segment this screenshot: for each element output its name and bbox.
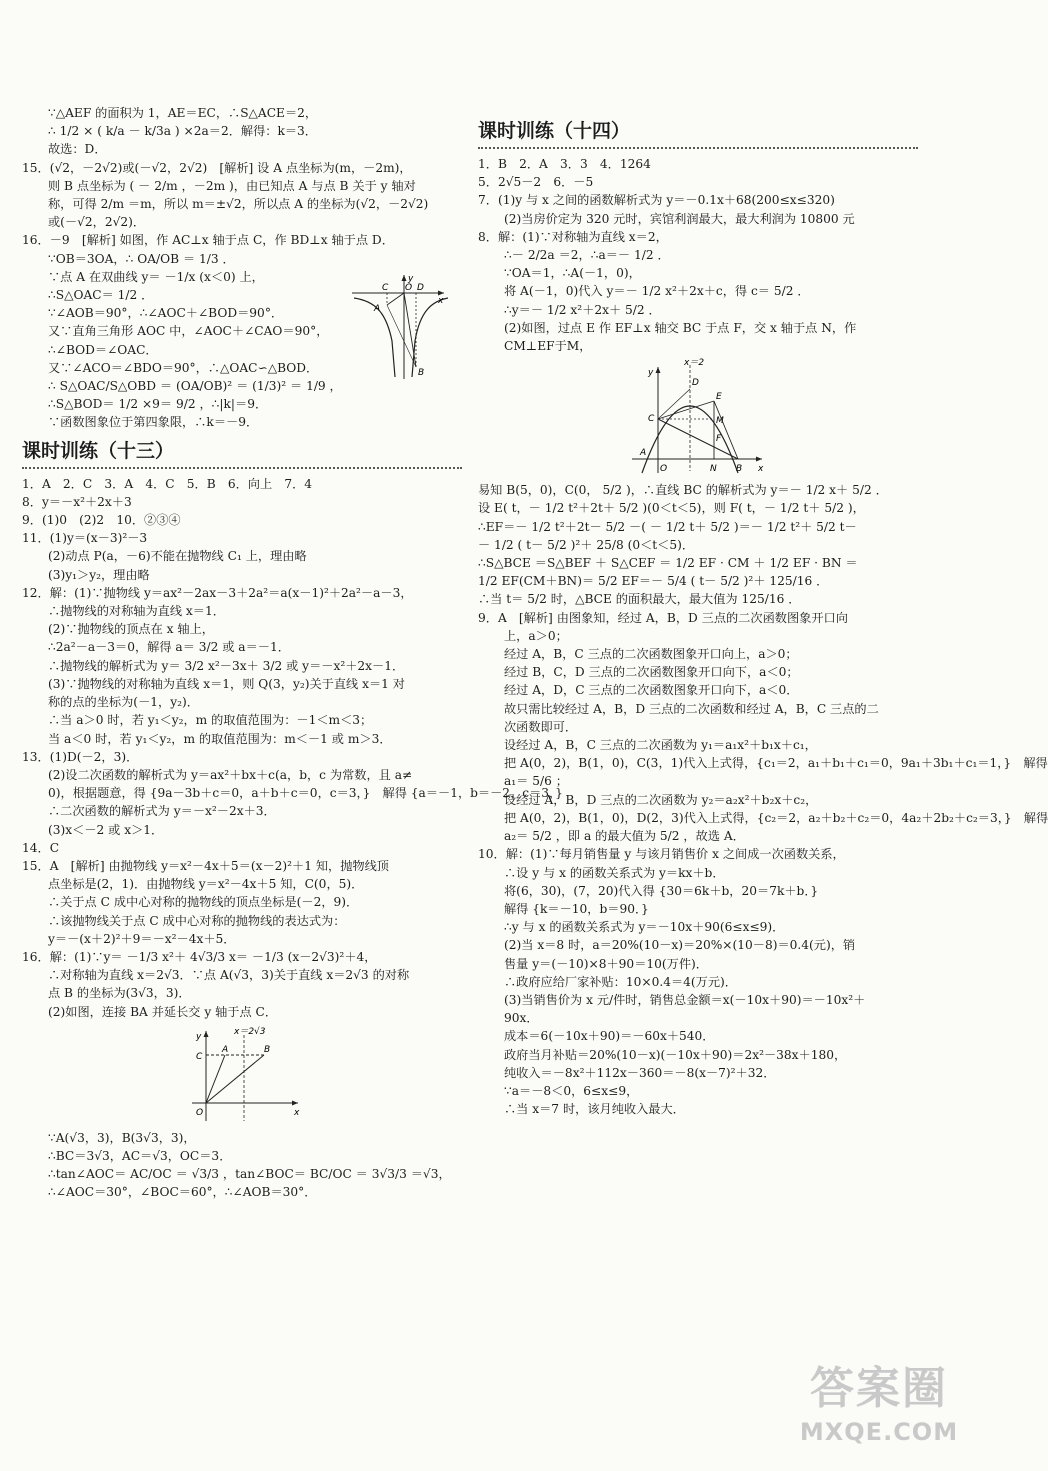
text-line: 将(6，30)，(7，20)代入得 {30＝6k＋b，20＝7k＋b．} (504, 883, 819, 898)
fig16-label-d: D (417, 283, 424, 294)
section-heading-14: 课时训练（十四） (478, 116, 918, 149)
text-line: 10．解：(1)∵每月销售量 y 与该月销售价 x 之间成一次函数关系， (478, 847, 845, 862)
text-line: ∵△AEF 的面积为 1，AE＝EC，∴S△ACE＝2， (48, 106, 318, 120)
text-line: ∴对称轴为直线 x＝2√3．∵点 A(√3，3)关于直线 x＝2√3 的对称 (48, 968, 410, 983)
text-line: 11．(1)y＝(x－3)²－3 (22, 531, 148, 546)
fig14-label-e: E (716, 392, 722, 403)
fig16-label-c: C (382, 283, 389, 294)
text-line: ∴BC＝3√3，AC＝√3，OC＝3． (48, 1148, 232, 1163)
text-line: ∴当 t＝ 5/2 时，△BCE 的面积最大，最大值为 125/16 ． (478, 592, 801, 607)
text-line: 8．解：(1)∵对称轴为直线 x＝2， (478, 229, 668, 244)
text-line: 易知 B(5，0)，C(0， 5/2 )，∴直线 BC 的解析式为 y＝－ 1/2 x＋ 5/2 ． (478, 483, 888, 498)
text-line: 解得 {k＝－10，b＝90．} (504, 901, 649, 916)
fig13-label-x: x (294, 1107, 300, 1118)
triangle-figure-container (22, 1025, 462, 1125)
text-line: ∴∠BOD＝∠OAC． (48, 342, 158, 357)
text-line: 纯收入＝－8x²＋112x－360＝－8(x－7)²＋32． (504, 1065, 776, 1080)
block14a (478, 155, 918, 355)
fig14-label-n: N (710, 464, 717, 475)
text-line: 称的点的坐标为(－1，y₂)． (48, 695, 199, 710)
text-line: ∴ 1/2 × ( k/a － k/3a ) ×2a＝2．解得：k＝3． (48, 124, 317, 139)
parabola-figure (628, 359, 768, 477)
text-line: ∴EF＝－ 1/2 t²＋2t－ 5/2 －( － 1/2 t＋ 5/2 )＝－ 1/2 t²＋ 5/2 t－ (478, 519, 857, 534)
fig14-label-y: y (648, 368, 654, 379)
text-line: ∴该抛物线关于点 C 成中心对称的抛物线的表达式为： (48, 913, 346, 928)
text-line: ∴∠AOC＝30°，∠BOC＝60°，∴∠AOB＝30°． (48, 1185, 317, 1200)
text-line: 点 B 的坐标为(3√3，3)． (48, 986, 191, 1001)
text-line: 7．(1)y 与 x 之间的函数解析式为 y＝－0.1x＋68(200≤x≤320) (478, 193, 835, 208)
text-line: CM⊥EF于M， (504, 339, 592, 354)
fig14-label-m: M (716, 416, 724, 427)
text-line: 15．A [解析] 由抛物线 y＝x²－4x＋5＝(x－2)²＋1 知，抛物线顶 (22, 858, 389, 873)
text-line: (3)x＜－2 或 x＞1． (48, 822, 164, 837)
text-line: ∵∠AOB＝90°，∴∠AOC＋∠BOD＝90°． (48, 306, 284, 321)
text-line: 13．(1)D(－2，3)． (22, 749, 139, 764)
watermark-site-text: MXQE.COM (799, 1418, 959, 1446)
text-line: ∴二次函数的解析式为 y＝－x²－2x＋3． (48, 804, 276, 819)
text-line: 90x． (504, 1011, 539, 1026)
fig13-label-o: O (196, 1107, 204, 1118)
text-line: 设经过 A，B，D 三点的二次函数为 y₂＝a₂x²＋b₂x＋c₂， (504, 792, 818, 807)
fig13-label-c: C (196, 1051, 203, 1062)
fig16-label-x: x (438, 296, 444, 307)
text-line: ∴ S△OAC/S△OBD ＝ (OA/OB)² ＝ (1/3)² ＝ 1/9 ， (48, 379, 342, 394)
fig14-label-f: F (716, 434, 722, 445)
fig14-label-a: A (640, 448, 647, 459)
fig14-label-d: D (692, 378, 699, 389)
text-line: 售量 y＝(－10)×8＋90＝10(万件)． (504, 956, 708, 971)
text-line: 1/2 EF(CM＋BN)＝ 5/2 EF＝－ 5/4 ( t－ 5/2 )²＋ 125/16 ． (478, 574, 829, 589)
text-line: 0)，根据题意，得 {9a－3b＋c＝0，a＋b＋c＝0，c＝3，} 解得 {a＝－1，b＝－2，c＝3，} (48, 786, 563, 801)
text-line: 成本＝6(－10x＋90)＝－60x＋540． (504, 1029, 715, 1044)
text-line: (2)设二次函数的解析式为 y＝ax²＋bx＋c(a，b，c 为常数，且 a≠ (48, 767, 413, 782)
text-line: ∵OB＝3OA，∴ OA/OB ＝ 1/3 ． (48, 251, 235, 266)
text-line: ∴y 与 x 的函数关系式为 y＝－10x＋90(6≤x≤9)． (504, 920, 785, 935)
text-line: 9．(1)0 (2)2 10．②③④ (22, 513, 181, 528)
text-line: ∴关于点 C 成中心对称的抛物线的顶点坐标是(－2，9)． (48, 895, 359, 910)
watermark-main-text: 答案圈 (810, 1363, 948, 1414)
text-line: 16．解：(1)∵y＝ －1/3 x²＋ 4√3/3 x＝ －1/3 (x－2√3)²＋4， (22, 949, 377, 964)
fig14-label-c: C (648, 414, 655, 425)
text-line: 当 a＜0 时，若 y₁＜y₂，m 的取值范围为：m＜－1 或 m＞3． (48, 731, 392, 746)
hyperbola-figure (352, 271, 448, 381)
text-line: ∴当 x＝7 时，该月纯收入最大． (504, 1102, 685, 1117)
text-line: 1．A 2．C 3．A 4．C 5．B 6．向上 7．4 (22, 476, 313, 491)
triangle-figure (182, 1025, 302, 1125)
text-line: (3)当销售价为 x 元/件时，销售总金额＝x(－10x＋90)＝－10x²＋ (504, 992, 866, 1007)
fig14-label-o: O (660, 464, 668, 475)
text-line: ∴设 y 与 x 的函数关系式为 y＝kx＋b． (504, 865, 725, 880)
text-line: (2)当房价定为 320 元时，宾馆利润最大，最大利润为 10800 元 (504, 211, 855, 226)
text-line: 设经过 A，B，C 三点的二次函数为 y₁＝a₁x²＋b₁x＋c₁， (504, 738, 817, 753)
text-line: 经过 A，B，C 三点的二次函数图象开口向上，a＞0； (504, 647, 798, 662)
text-line: 设 E( t，－ 1/2 t²＋2t＋ 5/2 )(0＜t＜5)，则 F( t，－ 1/2 t＋ 5/2 )， (478, 501, 865, 516)
text-line: 次函数即可． (504, 719, 578, 734)
fig13-label-b: B (264, 1044, 271, 1055)
text-line: y＝－(x＋2)²＋9＝－x²－4x＋5． (48, 931, 236, 946)
text-line: 14．C (22, 840, 60, 855)
text-line: ∴抛物线的对称轴为直线 x＝1． (48, 604, 225, 619)
text-line: ∴y＝－ 1/2 x²＋2x＋ 5/2 ． (504, 302, 661, 317)
fig14-label-x: x (758, 464, 764, 475)
text-line: ∴当 a＞0 时，若 y₁＜y₂，m 的取值范围为：－1＜m＜3； (48, 713, 373, 728)
text-line: (2)当 x＝8 时，a＝20%(10－x)＝20%×(10－8)＝0.4(元)，销 (504, 938, 856, 953)
fig16-label-b: B (418, 368, 425, 379)
text-line: 又∵∠ACO＝∠BDO＝90°，∴△OAC∽△BOD． (48, 360, 319, 375)
fig16-label-o: O (405, 283, 413, 294)
text-line: 5．2√5－2 6．－5 (478, 175, 594, 190)
block13b (22, 1129, 462, 1202)
question-15 (22, 159, 462, 232)
text-line: 9．A [解析] 由图象知，经过 A，B，D 三点的二次函数图象开口向 (478, 610, 848, 625)
text-line: 8．y＝－x²＋2x＋3 (22, 494, 132, 509)
text-line: (2)如图，连接 BA 并延长交 y 轴于点 C． (48, 1004, 278, 1019)
text-line: 把 A(0，2)，B(1，0)，C(3，1)代入上式得，{c₁＝2，a₁＋b₁＋c₁＝0，9a₁＋3b₁＋c₁＝1，} 解得 (504, 756, 1048, 771)
right-column (478, 116, 1048, 1118)
fig16-label-y: y (408, 274, 414, 285)
text-line: 政府当月补贴＝20%(10－x)(－10x＋90)＝2x²－38x＋180， (504, 1047, 847, 1062)
text-line: 称，可得 2/m ＝m，所以 m＝±√2，所以点 A 的坐标为(√2，－2√2) (48, 197, 429, 212)
fig14-label-b: B (736, 464, 743, 475)
text-line: (3)∵抛物线的对称轴为直线 x＝1，则 Q(3，y₂)关于直线 x＝1 对 (48, 676, 405, 691)
text-line: ∵函数图象位于第四象限，∴k＝－9． (48, 415, 259, 430)
section-heading-13: 课时训练（十三） (22, 436, 462, 469)
text-line: a₂＝ 5/2 ，即 a 的最大值为 5/2 ，故选 A． (504, 829, 745, 844)
fig13-label-a: A (222, 1044, 229, 1055)
text-line: (2)∵抛物线的顶点在 x 轴上， (48, 622, 214, 637)
text-line: 则 B 点坐标为 ( － 2/m ，－2m )，由已知点 A 与点 B 关于 y 轴对 (48, 178, 416, 193)
text-line: a₁＝ 5/6 ； (504, 774, 568, 789)
text-line: 15．(√2，－2√2)或(－√2，2√2) [解析] 设 A 点坐标为(m，－2m)， (22, 160, 412, 175)
fig13-label-axis: x＝2√3 (234, 1026, 266, 1037)
text-line: ∵a＝－8＜0，6≤x≤9， (504, 1083, 639, 1098)
watermark-logo (784, 1361, 974, 1457)
text-line: ∴政府应给厂家补贴：10×0.4＝4(万元)． (504, 974, 737, 989)
text-line: ∴抛物线的解析式为 y＝ 3/2 x²－3x＋ 3/2 或 y＝－x²＋2x－1． (48, 658, 405, 673)
text-line: 经过 B，C，D 三点的二次函数图象开口向下，a＜0； (504, 665, 799, 680)
text-line: (2)动点 P(a，－6)不能在抛物线 C₁ 上，理由略 (48, 549, 307, 564)
text-line: ∴2a²－a－3＝0，解得 a＝ 3/2 或 a＝－1． (48, 640, 290, 655)
text-line: ∵A(√3，3)，B(3√3，3)， (48, 1130, 196, 1145)
question-16 (22, 231, 462, 431)
text-line: 12．解：(1)∵抛物线 y＝ax²－2ax－3＋2a²＝a(x－1)²＋2a²－a－3， (22, 585, 413, 600)
text-line: 故只需比较经过 A，B，D 三点的二次函数和经过 A，B，C 三点的二 (504, 701, 879, 716)
block1 (22, 104, 462, 159)
text-line: ∴S△BCE ＝S△BEF ＋ S△CEF ＝ 1/2 EF · CM ＋ 1/2 EF · BN ＝ (478, 556, 858, 571)
text-line: ∴－ 2/2a ＝2，∴a＝－ 1/2 ． (504, 248, 670, 263)
text-line: ∴S△OAC＝ 1/2 ． (48, 288, 154, 303)
text-line: － 1/2 ( t－ 5/2 )²＋ 25/8 (0＜t＜5)． (478, 537, 695, 552)
text-line: ∵点 A 在双曲线 y＝ －1/x (x＜0) 上， (48, 269, 264, 284)
text-line: (2)如图，过点 E 作 EF⊥x 轴交 BC 于点 F，交 x 轴于点 N，作 (504, 320, 857, 335)
text-line: 经过 A，D，C 三点的二次函数图象开口向下，a＜0． (504, 683, 799, 698)
block14b (478, 481, 1048, 1118)
text-line: 将 A(－1，0)代入 y＝－ 1/2 x²＋2x＋c，得 c＝ 5/2 ． (504, 284, 810, 299)
text-line: 把 A(0，2)，B(1，0)，D(2，3)代入上式得，{c₂＝2，a₂＋b₂＋c₂＝0，4a₂＋2b₂＋c₂＝3，} 解得 (504, 810, 1048, 825)
fig14-label-axis: x＝2 (684, 358, 705, 369)
text-line: 或(－√2，2√2)． (48, 215, 146, 230)
text-line: 故选：D． (48, 142, 107, 157)
text-line: 又∵直角三角形 AOC 中，∠AOC＋∠CAO＝90°， (48, 324, 329, 339)
text-line: (3)y₁＞y₂，理由略 (48, 567, 150, 582)
text-line: 1．B 2．A 3．3 4．1264 (478, 157, 651, 171)
fig13-label-y: y (196, 1031, 202, 1042)
text-line: 上，a＞0； (504, 628, 568, 643)
fig16-label-a: A (374, 304, 381, 315)
text-line: 点坐标是(2，1)．由抛物线 y＝x²－4x＋5 知，C(0，5)． (48, 877, 364, 892)
text-line: ∴S△BOD＝ 1/2 ×9＝ 9/2 ，∴|k|＝9． (48, 397, 268, 412)
text-line: ∴tan∠AOC＝ AC/OC ＝ √3/3 ，tan∠BOC＝ BC/OC ＝ 3√3/3 ＝√3， (48, 1167, 451, 1182)
text-line: ∵OA＝1，∴A(－1，0)， (504, 266, 641, 281)
parabola-figure-container (478, 359, 918, 477)
text-line: 16．－9 [解析] 如图，作 AC⊥x 轴于点 C，作 BD⊥x 轴于点 D． (22, 233, 394, 248)
